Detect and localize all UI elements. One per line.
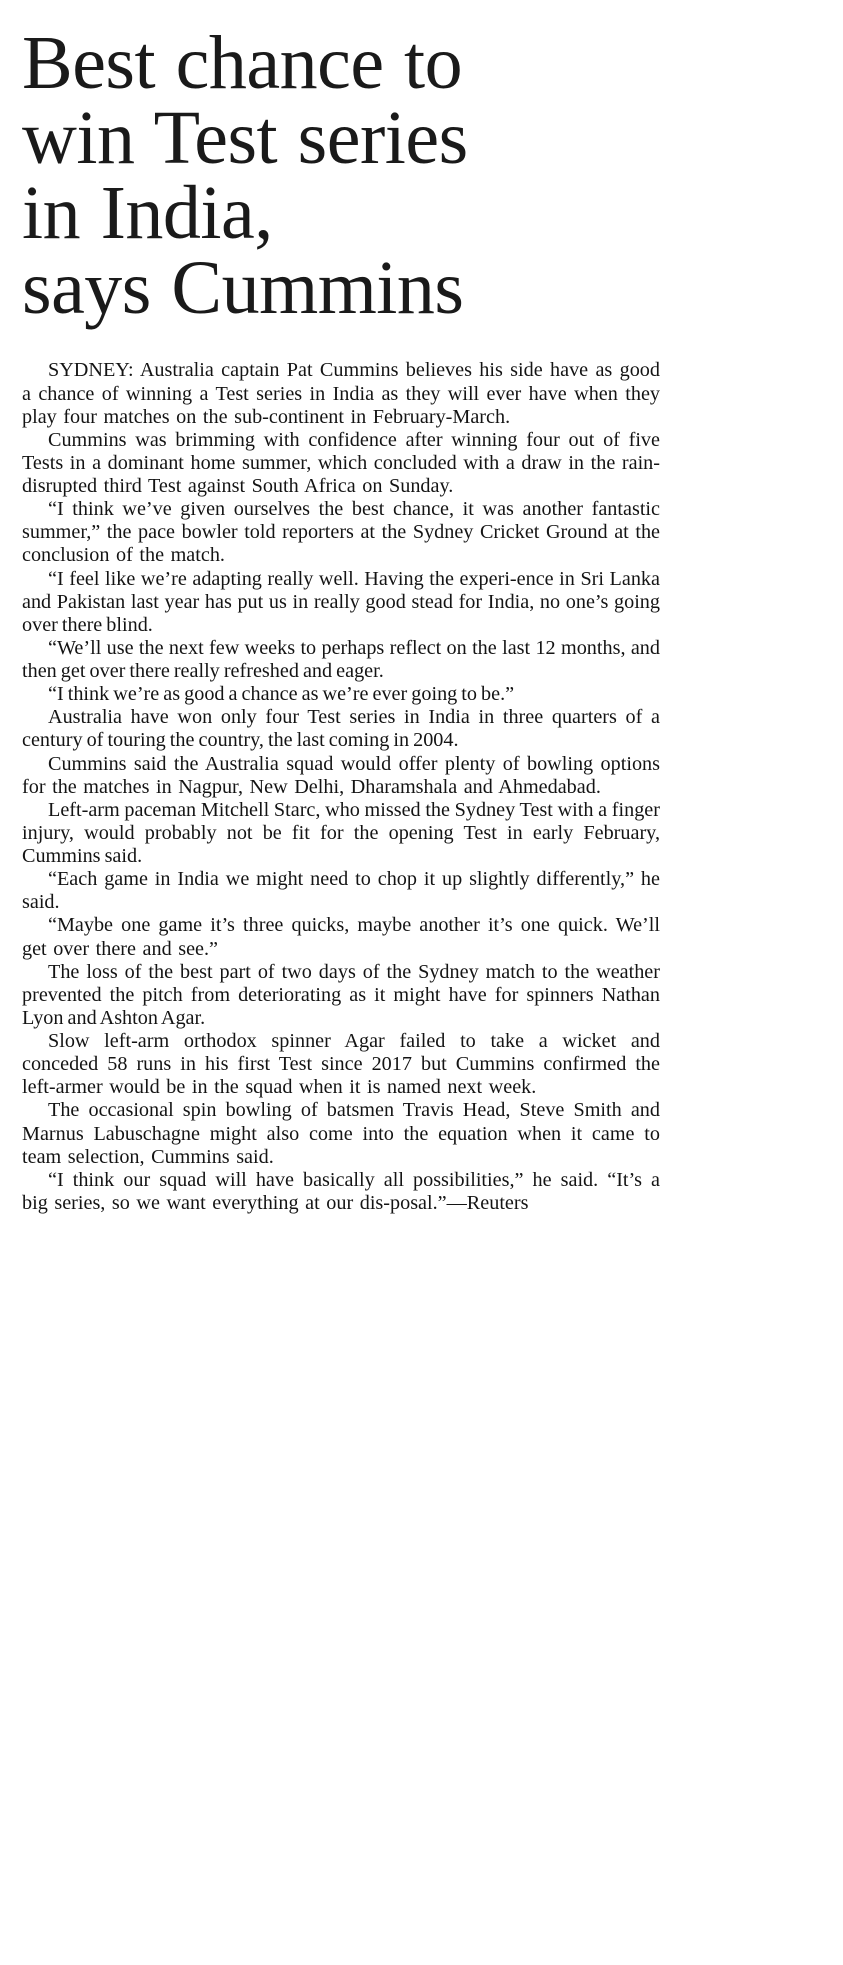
article-paragraph: “We’ll use the next few weeks to perhaps reflect on the last 12 months, and then get over there really refreshed and eager. <box>22 636 660 683</box>
headline-line-3: in India, <box>22 170 273 255</box>
article-paragraph: Cummins said the Australia squad would offer plenty of bowling options for the matches in Nagpur, New Delhi, Dharamshala and Ahmedabad. <box>22 752 660 798</box>
article-body <box>22 325 660 1215</box>
headline-line-4: says Cummins <box>22 245 464 330</box>
article-paragraph-last: “I think our squad will have basically all possibilities,” he said. “It’s a big series, so we want everything at our dis-posal.”—Reuters <box>22 1168 660 1214</box>
article-paragraph: SYDNEY: Australia captain Pat Cummins believes his side have as good a chance of winning a Test series in India as they will ever have when they play four matches on the sub-continent in February-March. <box>22 359 660 428</box>
article-paragraph: “I think we’ve given ourselves the best chance, it was another fantastic summer,” the pace bowler told reporters at the Sydney Cricket Ground at the conclusion of the match. <box>22 498 660 567</box>
article-paragraph: Left-arm paceman Mitchell Starc, who missed the Sydney Test with a finger injury, would probably not be fit for the opening Test in early February, Cummins said. <box>22 798 660 868</box>
article-paragraph: “I think we’re as good a chance as we’re ever going to be.” <box>48 683 515 706</box>
page-title <box>22 0 662 330</box>
article-paragraph: The loss of the best part of two days of the Sydney match to the weather prevented the pitch from deteriorating as it might have for spinners Nathan Lyon and Ashton Agar. <box>22 960 660 1029</box>
article-container <box>22 0 662 1215</box>
article-paragraph: “Each game in India we might need to chop it up slightly differently,” he said. <box>22 868 660 914</box>
article-paragraph: “Maybe one game it’s three quicks, maybe another it’s one quick. We’ll get over there and see.” <box>22 914 660 960</box>
headline-line-2: win Test series <box>22 95 468 180</box>
article-paragraph: The occasional spin bowling of batsmen Travis Head, Steve Smith and Marnus Labuschagne might also come into the equation when it came to team selection, Cummins said. <box>22 1099 660 1168</box>
headline-line-1: Best chance to <box>22 21 463 105</box>
article-paragraph: Australia have won only four Test series in India in three quarters of a century of touring the country, the last coming in 2004. <box>22 706 660 752</box>
article-paragraph: Cummins was brimming with confidence after winning four out of five Tests in a dominant home summer, which concluded with a draw in the rain-disrupted third Test against South Africa on Sunday. <box>22 428 660 498</box>
article-paragraph: “I feel like we’re adapting really well. Having the experi-ence in Sri Lanka and Pakistan last year has put us in really good stead for India, no one’s going over there blind. <box>22 567 660 636</box>
article-paragraph: Slow left-arm orthodox spinner Agar failed to take a wicket and conceded 58 runs in his first Test since 2017 but Cummins confirmed the left-armer would be in the squad when it is named next week. <box>22 1030 660 1099</box>
